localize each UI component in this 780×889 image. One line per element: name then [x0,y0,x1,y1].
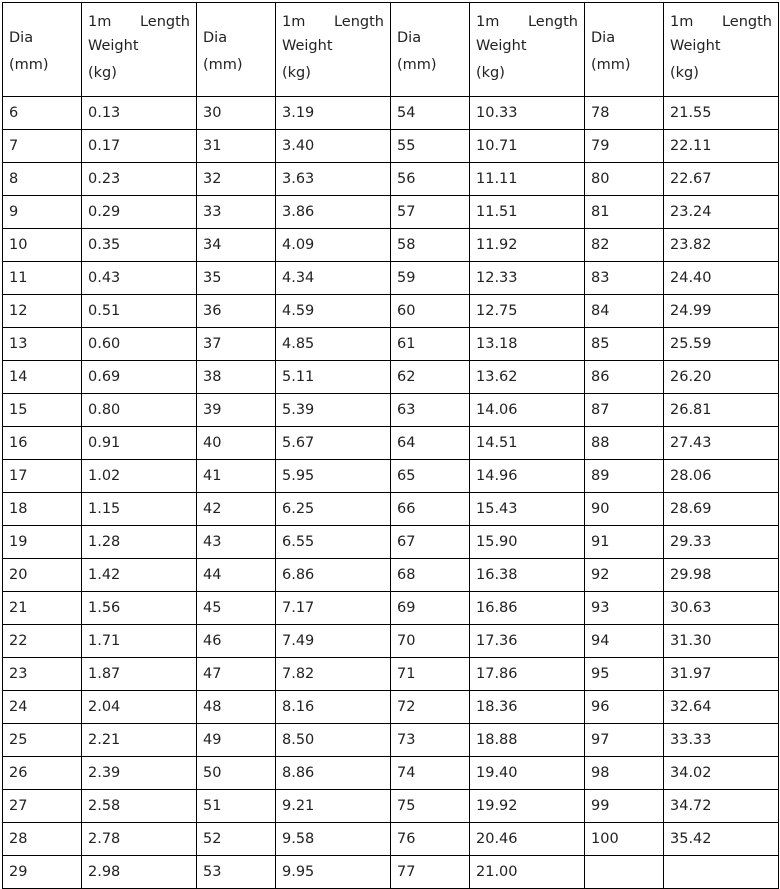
dia-cell: 73 [391,724,470,757]
dia-cell: 85 [585,328,664,361]
weight-cell: 18.88 [470,724,585,757]
header-row [3,3,779,97]
header-weight-unit: (kg) [282,65,311,81]
dia-cell: 49 [197,724,276,757]
dia-cell [585,856,664,889]
table-row [3,625,779,658]
weight-cell: 27.43 [664,427,779,460]
weight-cell: 11.92 [470,229,585,262]
dia-cell: 64 [391,427,470,460]
weight-cell: 10.71 [470,130,585,163]
dia-cell: 65 [391,460,470,493]
weight-cell: 1.02 [82,460,197,493]
header-weight-cell [276,3,391,97]
dia-cell: 8 [3,163,82,196]
dia-cell: 62 [391,361,470,394]
table-row [3,559,779,592]
dia-cell: 99 [585,790,664,823]
dia-cell: 44 [197,559,276,592]
table-row [3,196,779,229]
weight-cell: 21.55 [664,97,779,130]
weight-cell: 32.64 [664,691,779,724]
weight-cell: 23.24 [664,196,779,229]
table-row [3,328,779,361]
weight-cell: 6.25 [276,493,391,526]
dia-cell: 80 [585,163,664,196]
dia-cell: 81 [585,196,664,229]
table-row [3,130,779,163]
weight-cell: 33.33 [664,724,779,757]
weight-cell: 2.04 [82,691,197,724]
dia-cell: 43 [197,526,276,559]
header-weight-length-label: Length [527,14,578,30]
weight-cell: 9.95 [276,856,391,889]
weight-cell: 0.60 [82,328,197,361]
dia-cell: 60 [391,295,470,328]
header-weight-cell [470,3,585,97]
weight-cell: 17.36 [470,625,585,658]
weight-cell: 3.86 [276,196,391,229]
weight-cell: 26.20 [664,361,779,394]
header-dia-cell [391,3,470,97]
dia-cell: 84 [585,295,664,328]
header-weight-unit: (kg) [670,65,699,81]
weight-cell: 9.21 [276,790,391,823]
dia-cell: 63 [391,394,470,427]
header-dia-label: Dia [591,30,616,46]
dia-cell: 97 [585,724,664,757]
dia-cell: 34 [197,229,276,262]
header-dia-cell [585,3,664,97]
dia-cell: 19 [3,526,82,559]
dia-cell: 11 [3,262,82,295]
dia-cell: 90 [585,493,664,526]
weight-cell: 15.90 [470,526,585,559]
table-row [3,361,779,394]
header-weight-length-label: Length [721,14,772,30]
weight-cell: 0.13 [82,97,197,130]
dia-cell: 17 [3,460,82,493]
weight-cell: 14.51 [470,427,585,460]
dia-cell: 58 [391,229,470,262]
header-weight-unit: (kg) [88,65,117,81]
weight-cell: 19.40 [470,757,585,790]
weight-cell: 28.69 [664,493,779,526]
dia-cell: 48 [197,691,276,724]
dia-cell: 45 [197,592,276,625]
header-weight-cell [664,3,779,97]
weight-cell: 12.75 [470,295,585,328]
dia-cell: 91 [585,526,664,559]
table-row [3,526,779,559]
weight-cell: 22.67 [664,163,779,196]
weight-cell: 1.71 [82,625,197,658]
weight-cell: 30.63 [664,592,779,625]
weight-cell: 14.06 [470,394,585,427]
weight-cell: 34.02 [664,757,779,790]
weight-cell: 1.56 [82,592,197,625]
weight-cell: 8.16 [276,691,391,724]
weight-cell: 34.72 [664,790,779,823]
dia-cell: 86 [585,361,664,394]
weight-cell: 3.40 [276,130,391,163]
header-weight-label: Weight [670,38,721,54]
weight-cell: 4.59 [276,295,391,328]
weight-cell: 28.06 [664,460,779,493]
dia-cell: 20 [3,559,82,592]
dia-cell: 46 [197,625,276,658]
dia-cell: 70 [391,625,470,658]
weight-cell: 1.87 [82,658,197,691]
weight-cell: 35.42 [664,823,779,856]
dia-cell: 98 [585,757,664,790]
dia-cell: 50 [197,757,276,790]
dia-cell: 82 [585,229,664,262]
dia-cell: 53 [197,856,276,889]
weight-cell: 31.30 [664,625,779,658]
weight-cell: 26.81 [664,394,779,427]
weight-cell: 0.51 [82,295,197,328]
table-row [3,658,779,691]
weight-cell: 2.21 [82,724,197,757]
dia-cell: 52 [197,823,276,856]
weight-cell: 0.69 [82,361,197,394]
dia-cell: 55 [391,130,470,163]
dia-cell: 71 [391,658,470,691]
dia-cell: 69 [391,592,470,625]
weight-cell: 31.97 [664,658,779,691]
dia-cell: 47 [197,658,276,691]
weight-cell: 19.92 [470,790,585,823]
table-row [3,592,779,625]
dia-cell: 14 [3,361,82,394]
dia-cell: 74 [391,757,470,790]
weight-cell: 5.11 [276,361,391,394]
header-weight-length-value: 1m [476,14,500,30]
header-weight-cell [82,3,197,97]
header-weight-unit: (kg) [476,65,505,81]
header-weight-label: Weight [282,38,333,54]
weight-cell: 0.43 [82,262,197,295]
dia-cell: 26 [3,757,82,790]
table-row [3,163,779,196]
weight-cell [664,856,779,889]
weight-cell: 24.99 [664,295,779,328]
weight-cell: 3.63 [276,163,391,196]
weight-cell: 7.17 [276,592,391,625]
dia-cell: 41 [197,460,276,493]
dia-cell: 22 [3,625,82,658]
table-row [3,823,779,856]
header-dia-unit: (mm) [9,57,49,73]
header-dia-cell [197,3,276,97]
table-row [3,691,779,724]
dia-cell: 59 [391,262,470,295]
dia-cell: 27 [3,790,82,823]
dia-cell: 28 [3,823,82,856]
dia-cell: 77 [391,856,470,889]
dia-cell: 68 [391,559,470,592]
header-weight-label: Weight [476,38,527,54]
dia-cell: 54 [391,97,470,130]
dia-cell: 76 [391,823,470,856]
header-dia-label: Dia [203,30,228,46]
header-weight-length-value: 1m [88,14,112,30]
weight-cell: 4.34 [276,262,391,295]
weight-cell: 0.17 [82,130,197,163]
table-row [3,295,779,328]
dia-cell: 31 [197,130,276,163]
weight-cell: 5.67 [276,427,391,460]
dia-cell: 25 [3,724,82,757]
table-row [3,856,779,889]
dia-cell: 21 [3,592,82,625]
dia-cell: 35 [197,262,276,295]
weight-cell: 0.23 [82,163,197,196]
table-row [3,394,779,427]
dia-cell: 89 [585,460,664,493]
dia-cell: 67 [391,526,470,559]
dia-cell: 96 [585,691,664,724]
weight-cell: 18.36 [470,691,585,724]
weight-cell: 29.98 [664,559,779,592]
weight-cell: 23.82 [664,229,779,262]
weight-cell: 4.85 [276,328,391,361]
header-dia-label: Dia [397,30,422,46]
weight-table [2,2,779,889]
header-dia-cell [3,3,82,97]
dia-cell: 16 [3,427,82,460]
dia-cell: 57 [391,196,470,229]
dia-cell: 32 [197,163,276,196]
weight-cell: 10.33 [470,97,585,130]
table-row [3,757,779,790]
header-dia-unit: (mm) [397,57,437,73]
dia-cell: 87 [585,394,664,427]
dia-cell: 18 [3,493,82,526]
dia-cell: 51 [197,790,276,823]
weight-cell: 5.95 [276,460,391,493]
weight-cell: 17.86 [470,658,585,691]
weight-cell: 7.49 [276,625,391,658]
weight-cell: 24.40 [664,262,779,295]
weight-cell: 1.15 [82,493,197,526]
dia-cell: 39 [197,394,276,427]
header-weight-label: Weight [88,38,139,54]
dia-cell: 79 [585,130,664,163]
table-row [3,427,779,460]
weight-cell: 13.18 [470,328,585,361]
weight-cell: 20.46 [470,823,585,856]
dia-cell: 78 [585,97,664,130]
weight-cell: 8.50 [276,724,391,757]
weight-cell: 9.58 [276,823,391,856]
dia-cell: 33 [197,196,276,229]
table-row [3,460,779,493]
weight-cell: 5.39 [276,394,391,427]
table-body [3,3,779,889]
weight-cell: 22.11 [664,130,779,163]
header-weight-length-label: Length [139,14,190,30]
dia-cell: 95 [585,658,664,691]
weight-cell: 0.80 [82,394,197,427]
dia-cell: 29 [3,856,82,889]
dia-cell: 37 [197,328,276,361]
dia-cell: 36 [197,295,276,328]
weight-cell: 16.86 [470,592,585,625]
weight-cell: 21.00 [470,856,585,889]
dia-cell: 88 [585,427,664,460]
header-weight-length-value: 1m [670,14,694,30]
dia-cell: 13 [3,328,82,361]
dia-cell: 75 [391,790,470,823]
weight-cell: 29.33 [664,526,779,559]
table-row [3,262,779,295]
weight-cell: 3.19 [276,97,391,130]
header-weight-length-value: 1m [282,14,306,30]
weight-cell: 11.11 [470,163,585,196]
weight-cell: 16.38 [470,559,585,592]
weight-cell: 11.51 [470,196,585,229]
dia-cell: 38 [197,361,276,394]
table-row [3,724,779,757]
dia-cell: 24 [3,691,82,724]
dia-cell: 61 [391,328,470,361]
dia-cell: 56 [391,163,470,196]
dia-cell: 23 [3,658,82,691]
dia-cell: 9 [3,196,82,229]
weight-cell: 1.28 [82,526,197,559]
dia-cell: 10 [3,229,82,262]
weight-cell: 2.78 [82,823,197,856]
weight-cell: 25.59 [664,328,779,361]
dia-cell: 92 [585,559,664,592]
weight-cell: 14.96 [470,460,585,493]
table-row [3,97,779,130]
weight-cell: 13.62 [470,361,585,394]
dia-cell: 94 [585,625,664,658]
dia-cell: 93 [585,592,664,625]
header-dia-unit: (mm) [591,57,631,73]
dia-cell: 100 [585,823,664,856]
dia-cell: 42 [197,493,276,526]
weight-cell: 0.35 [82,229,197,262]
weight-cell: 0.91 [82,427,197,460]
weight-cell: 2.98 [82,856,197,889]
weight-cell: 4.09 [276,229,391,262]
dia-cell: 7 [3,130,82,163]
dia-cell: 30 [197,97,276,130]
weight-cell: 0.29 [82,196,197,229]
table-row [3,790,779,823]
header-dia-label: Dia [9,30,34,46]
dia-cell: 12 [3,295,82,328]
weight-cell: 8.86 [276,757,391,790]
dia-cell: 40 [197,427,276,460]
weight-cell: 2.58 [82,790,197,823]
table-row [3,229,779,262]
weight-cell: 7.82 [276,658,391,691]
dia-cell: 6 [3,97,82,130]
dia-cell: 15 [3,394,82,427]
dia-cell: 72 [391,691,470,724]
table-row [3,493,779,526]
weight-cell: 1.42 [82,559,197,592]
weight-cell: 6.55 [276,526,391,559]
weight-cell: 15.43 [470,493,585,526]
dia-cell: 83 [585,262,664,295]
dia-cell: 66 [391,493,470,526]
weight-cell: 6.86 [276,559,391,592]
weight-cell: 2.39 [82,757,197,790]
weight-cell: 12.33 [470,262,585,295]
header-weight-length-label: Length [333,14,384,30]
header-dia-unit: (mm) [203,57,243,73]
